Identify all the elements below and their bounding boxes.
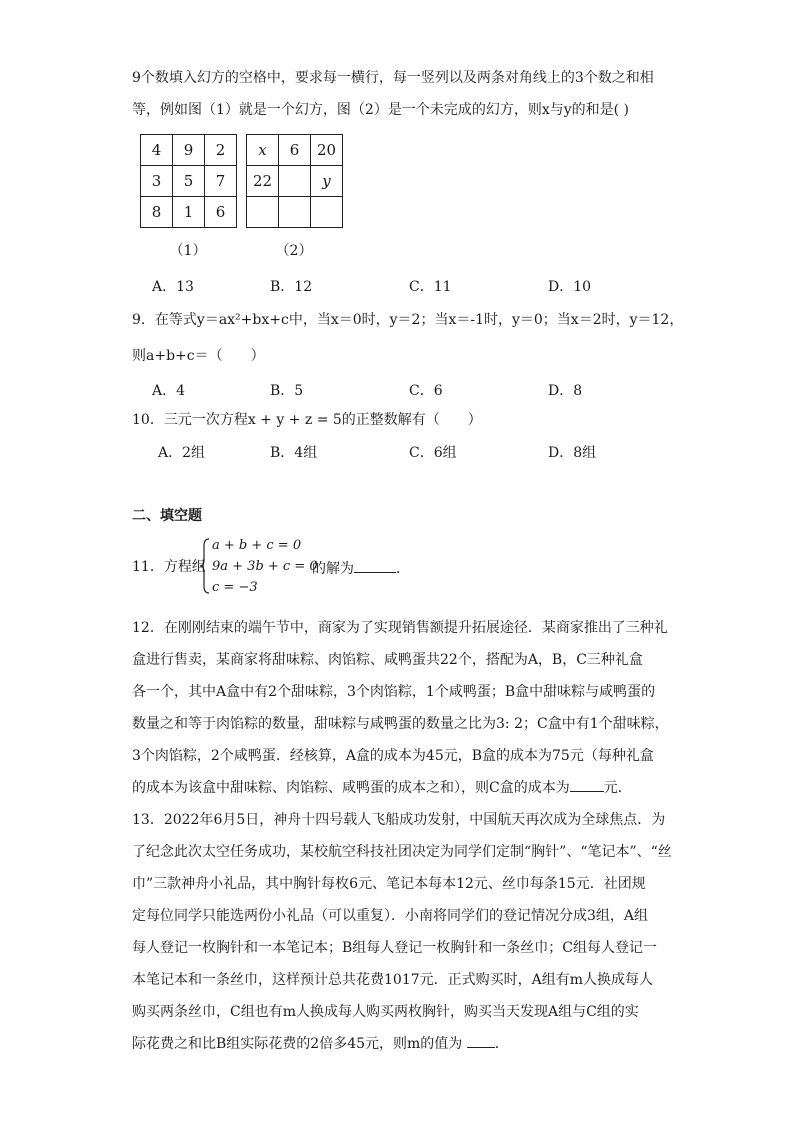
grid2-cell [247,197,279,228]
q8-line-2: 等，例如图（1）就是一个幻方，图（2）是一个未完成的幻方，则x与y的和是( ) [132,102,629,118]
q12-answer-blank[interactable] [570,775,604,792]
grid2-cell: 20 [311,135,343,166]
q10-option-c[interactable]: C．6组 [409,445,457,461]
q10-option-d[interactable]: D．8组 [548,445,597,461]
grid1-cell: 6 [205,197,237,228]
grid2-cell: y [311,166,343,197]
q9-option-a[interactable]: A．4 [152,383,186,399]
figure-caption-1: （1） [169,243,207,259]
grid1-cell: 8 [141,197,173,228]
q11-equation-3: c = −3 [212,580,258,595]
q13-line-3: 巾”三款神舟小礼品，其中胸针每枚6元、笔记本每本12元、丝巾每条15元．社团规 [132,876,646,892]
magic-square-1 [140,134,237,228]
grid1-cell: 1 [173,197,205,228]
grid1-cell: 5 [173,166,205,197]
grid2-cell [279,166,311,197]
q8-option-c[interactable]: C．11 [409,279,452,295]
q12-line-2: 盒进行售卖，某商家将甜味粽、肉馅粽、咸鸭蛋共22个，搭配为A，B，C三种礼盒 [132,652,643,668]
grid2-cell [311,197,343,228]
q11-prefix: 11．方程组 [132,559,206,575]
grid2-cell: 22 [247,166,279,197]
q12-line-4: 数量之和等于肉馅粽的数量，甜味粽与咸鸭蛋的数量之比为3: 2；C盒中有1个甜味粽， [132,716,669,732]
q13-line-7: 购买两条丝巾，C组也有m人换成每人购买两枚胸针，购买当天发现A组与C组的实 [132,1004,639,1020]
q11-answer-blank[interactable] [354,556,396,573]
figure-caption-2: （2） [275,243,313,259]
grid1-cell: 7 [205,166,237,197]
q10-stem [132,404,672,436]
q12-line-6 [132,772,672,804]
q12-line-5: 3个肉馅粽，2个咸鸭蛋．经核算，A盒的成本为45元，B盒的成本为75元（每种礼盒 [132,748,654,764]
q12-line-6-end: 元． [603,780,632,796]
grid2-cell [279,197,311,228]
q9-line-2: 则a+b+c＝（ ） [132,348,265,364]
grid2-cell: 6 [279,135,311,166]
grid1-cell: 9 [173,135,205,166]
q13-line-8-text: 际花费之和比B组实际花费的2倍多45元，则m的值为 [132,1036,463,1052]
q12-line-6-text: 的成本为该盒中甜味粽、肉馅粽、咸鸭蛋的成本之和），则C盒的成本为 [132,780,570,796]
grid1-cell: 3 [141,166,173,197]
q13-line-1: 13．2022年6月5日，神舟十四号载人飞船成功发射，中国航天再次成为全球焦点．为 [132,812,666,828]
q8-option-a[interactable]: A．13 [152,279,194,295]
q13-stem [132,804,672,1060]
q10-line: 10．三元一次方程x + y + z = 5的正整数解有（ ） [132,412,482,428]
q9-stem [132,304,684,372]
q9-line-1: 9．在等式y＝ax²+bx+c中，当x＝0时，y＝2；当x＝-1时，y＝0；当x＝2时，y＝12， [132,312,684,328]
q11-suffix-text: 的解为 [312,561,354,577]
q13-line-8-end: ． [494,1036,509,1052]
q9-option-d[interactable]: D．8 [548,383,583,399]
q11-equation-1: a + b + c = 0 [212,538,302,553]
grid1-cell: 4 [141,135,173,166]
q11-suffix [312,556,410,578]
q13-answer-blank[interactable] [467,1031,495,1048]
q13-line-2: 了纪念此次太空任务成功，某校航空科技社团决定为同学们定制“胸针”、“笔记本”、“丝 [132,844,672,860]
q8-option-d[interactable]: D．10 [548,279,592,295]
q13-line-4: 定每位同学只能选两份小礼品（可以重复）．小南将同学们的登记情况分成3组，A组 [132,908,649,924]
section-title: 二、填空题 [132,508,202,524]
q12-line-3: 各一个，其中A盒中有2个甜味粽，3个肉馅粽，1个咸鸭蛋；B盒中甜味粽与咸鸭蛋的 [132,684,656,700]
q13-line-5: 每人登记一枚胸针和一本笔记本；B组每人登记一枚胸针和一条丝巾；C组每人登记一 [132,940,657,956]
q8-line-1: 9个数填入幻方的空格中，要求每一横行，每一竖列以及两条对角线上的3个数之和相 [132,70,654,86]
grid1-cell: 2 [205,135,237,166]
q9-option-b[interactable]: B．5 [270,383,304,399]
grid2-cell: x [247,135,279,166]
q11-end: ． [396,561,410,577]
q9-option-c[interactable]: C．6 [409,383,443,399]
q10-option-a[interactable]: A．2组 [158,445,206,461]
q12-line-1: 12．在刚刚结束的端午节中，商家为了实现销售额提升拓展途径．某商家推出了三种礼 [132,620,668,636]
q8-stem [132,62,672,126]
left-brace-icon [200,538,210,594]
magic-square-2 [246,134,343,228]
q13-line-6: 本笔记本和一条丝巾，这样预计总共花费1017元．正式购买时，A组有m人换成每人 [132,972,654,988]
q12-stem [132,612,672,804]
q13-line-8 [132,1028,672,1060]
q11-equation-2: 9a + 3b + c = 0 [212,559,318,574]
q10-option-b[interactable]: B．4组 [270,445,318,461]
q8-option-b[interactable]: B．12 [270,279,313,295]
